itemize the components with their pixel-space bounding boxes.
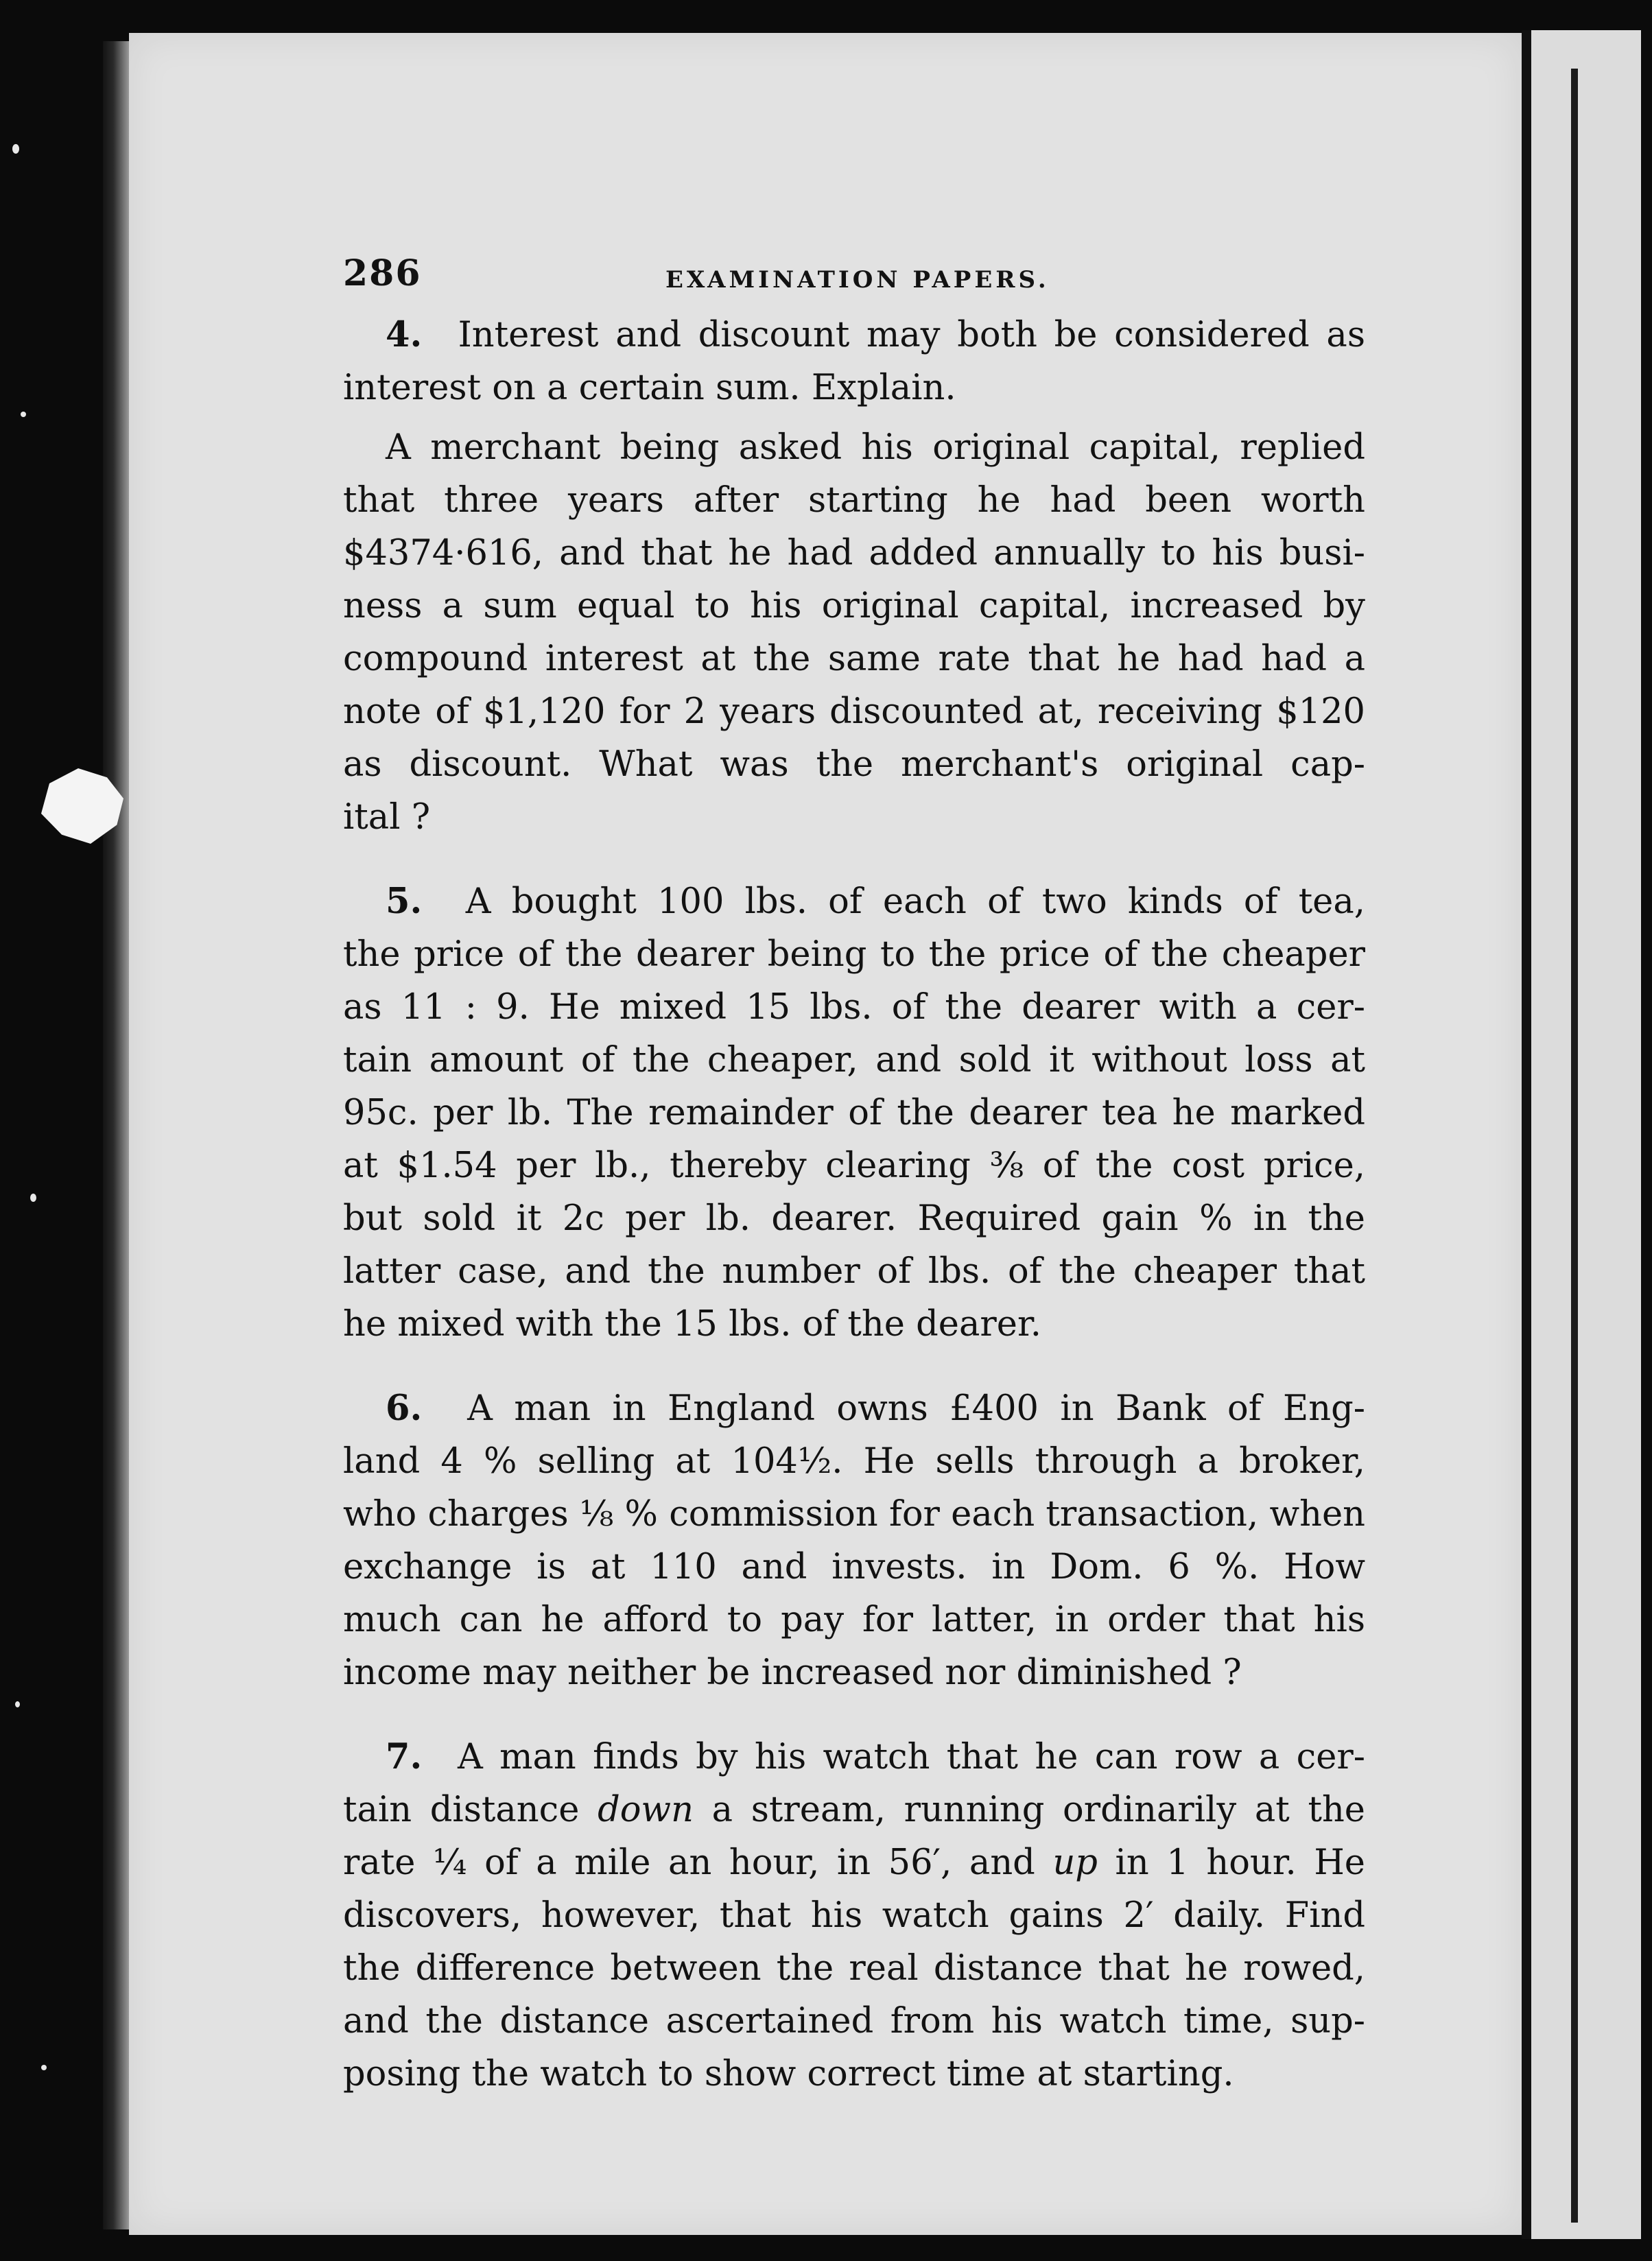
text-line: at $1.54 per lb., thereby clearing ⅜ of the cost price, (343, 1146, 1365, 1186)
text-line: the difference between the real distance that he rowed, (343, 1948, 1365, 1989)
facing-page-edge (1522, 30, 1641, 2239)
film-speck (41, 2065, 47, 2070)
text-line: that three years after starting he had been worth (343, 480, 1365, 521)
problem-number: 5. (386, 881, 466, 922)
text-line: 95c. per lb. The remainder of the dearer tea he marked (343, 1093, 1365, 1133)
text-line: he mixed with the 15 lbs. of the dearer. (343, 1304, 1041, 1345)
text-line: who charges ⅛ % commission for each transaction, when (343, 1494, 1365, 1535)
text-line: latter case, and the number of lbs. of the cheaper that (343, 1251, 1365, 1292)
problem-paragraph (343, 875, 1365, 1351)
text-line: 7. A man finds by his watch that he can row a cer- (386, 1736, 1365, 1777)
text-line: much can he afford to pay for latter, in order that his (343, 1600, 1365, 1640)
problem-4 (343, 309, 1365, 844)
text-line: posing the watch to show correct time at starting. (343, 2054, 1234, 2094)
problem-paragraph (343, 421, 1365, 844)
text-line: compound interest at the same rate that he had had a (343, 639, 1365, 679)
text-line: income may neither be increased nor diminished ? (343, 1653, 1242, 1693)
text-line: tain amount of the cheaper, and sold it without loss at (343, 1040, 1365, 1080)
problem-7 (343, 1731, 1365, 2100)
film-speck (30, 1194, 36, 1202)
problem-number: 4. (386, 314, 458, 355)
text-line: interest on a certain sum. Explain. (343, 368, 956, 408)
problem-list (343, 309, 1365, 2100)
text-line: ness a sum equal to his original capital, increased by (343, 586, 1365, 626)
problem-paragraph (343, 1731, 1365, 2100)
film-speck (21, 412, 26, 417)
text-line: tain distance down a stream, running ordinarily at the (343, 1790, 1365, 1830)
text-line: discovers, however, that his watch gains 2′ daily. Find (343, 1895, 1365, 1936)
problem-5 (343, 875, 1365, 1351)
text-line: land 4 % selling at 104½. He sells through a broker, (343, 1441, 1365, 1482)
page-number: 286 (343, 252, 422, 294)
film-speck (12, 144, 19, 154)
film-speck (15, 1701, 20, 1707)
text-line: 6. A man in England owns £400 in Bank of Eng- (386, 1388, 1365, 1429)
problem-6 (343, 1382, 1365, 1699)
text-line: rate ¼ of a mile an hour, in 56′, and up in 1 hour. He (343, 1843, 1365, 1883)
problem-number: 7. (386, 1736, 458, 1777)
text-line: but sold it 2c per lb. dearer. Required gain % in the (343, 1198, 1365, 1239)
problem-paragraph (343, 1382, 1365, 1699)
text-line: as discount. What was the merchant's original cap- (343, 744, 1365, 785)
text-line: exchange is at 110 and invests. in Dom. 6 %. How (343, 1547, 1365, 1587)
text-line: note of $1,120 for 2 years discounted at, receiving $120 (343, 691, 1365, 732)
text-line: 4. Interest and discount may both be considered as (386, 314, 1365, 355)
problem-paragraph (343, 309, 1365, 414)
text-line: as 11 : 9. He mixed 15 lbs. of the dearer with a cer- (343, 987, 1365, 1028)
text-line: 5. A bought 100 lbs. of each of two kinds of tea, (386, 881, 1365, 922)
text-line: $4374·616, and that he had added annually to his busi- (343, 533, 1365, 573)
problem-number: 6. (386, 1388, 468, 1429)
text-line: and the distance ascertained from his watch time, sup- (343, 2001, 1365, 2041)
text-line: A merchant being asked his original capital, replied (386, 427, 1365, 468)
running-head: EXAMINATION PAPERS. (665, 266, 1050, 294)
page-text (343, 247, 1365, 2132)
text-line: the price of the dearer being to the price of the cheaper (343, 934, 1365, 975)
text-line: ital ? (343, 797, 431, 838)
page-header (343, 247, 1365, 296)
binding-shadow (103, 41, 129, 2229)
facing-page-gutter (1571, 69, 1578, 2223)
